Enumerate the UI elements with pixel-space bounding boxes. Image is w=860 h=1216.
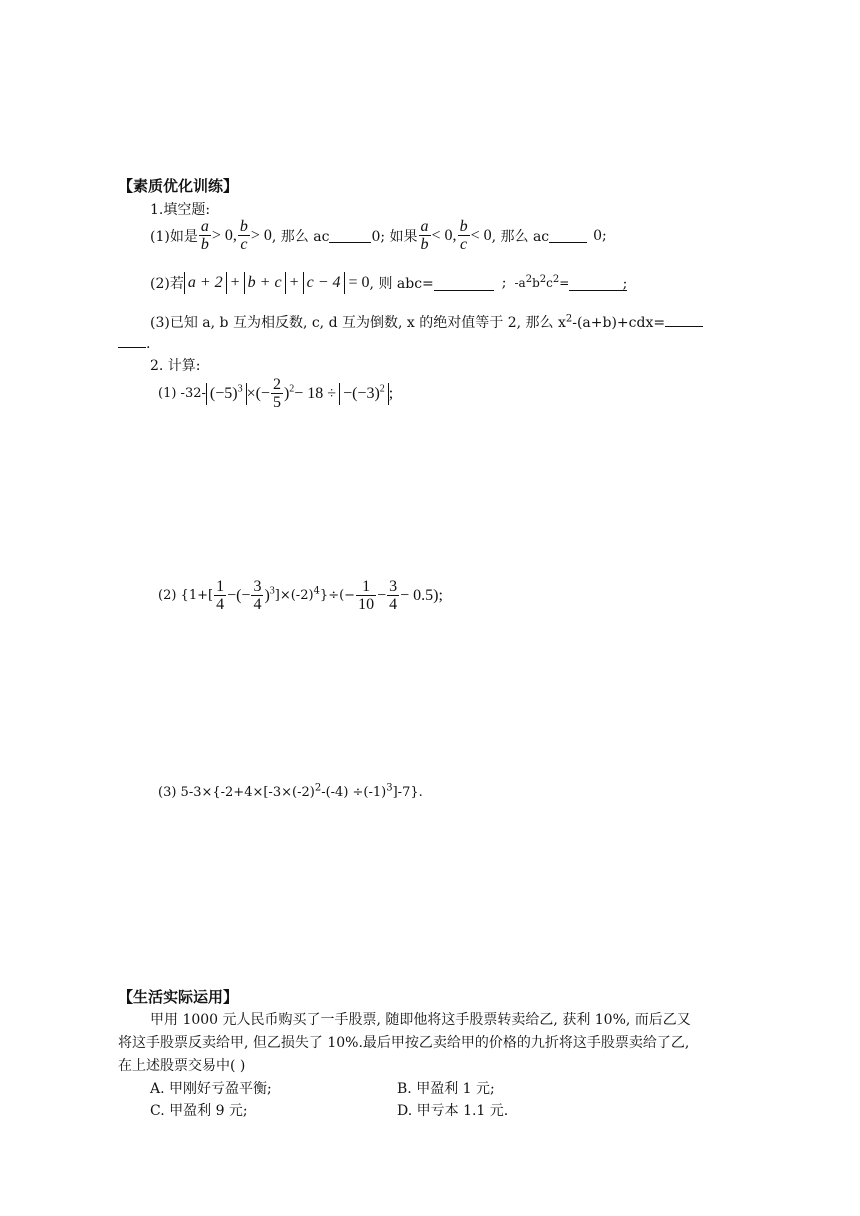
q2-title: 2. 计算: — [150, 358, 201, 374]
q2-2-line — [158, 578, 443, 613]
option-b[interactable]: B. 甲盈利 1 元; — [397, 1081, 495, 1097]
q1-1-cond4: < 0 — [470, 226, 492, 244]
fraction-a-over-b: $\frac{a}{b}$ — [200, 218, 209, 253]
q2-1-mid: − 18 ÷ — [294, 384, 337, 402]
q2-2-minus2: − — [377, 586, 387, 604]
q1-3-line2: . — [118, 333, 150, 352]
q2-1-prefix: (1) -32- — [158, 386, 206, 401]
section-heading-quality-training: 【素质优化训练】 — [118, 177, 239, 195]
q2-1-close: )$^2$ — [283, 383, 295, 402]
abs-a-plus-2: a + 2 — [184, 272, 227, 294]
q1-1-after2: 0; — [593, 227, 607, 244]
answer-blank[interactable] — [549, 228, 587, 243]
answer-blank[interactable] — [434, 276, 494, 291]
option-a[interactable]: A. 甲刚好亏盈平衡; — [150, 1081, 272, 1097]
q2-2-div: }÷(− — [319, 588, 356, 603]
fraction-b-over-c-2: $\frac{b}{c}$ — [459, 218, 468, 253]
problem-paragraph-line1: 甲用 1000 元人民币购买了一手股票, 随即他将这手股票转卖给乙, 获利 10%, 而后乙又 — [150, 1012, 691, 1028]
q1-2-eq: = 0 — [348, 274, 370, 291]
answer-blank[interactable]: ; — [569, 276, 627, 291]
abs-neg-neg3-squared: $-(-3)^2$ — [339, 383, 389, 405]
fraction-3-over-4-b: $\frac{3}{4}$ — [389, 578, 398, 613]
abs-b-plus-c: b + c — [244, 272, 286, 294]
problem-paragraph-line2: 将这手股票反卖给甲, 但乙损失了 10%.最后甲按乙卖给甲的价格的九折将这手股票卖给了乙, — [118, 1035, 690, 1051]
q1-1-cond3: < 0, — [431, 226, 457, 244]
q1-title: 1.填空题: — [150, 202, 211, 218]
fraction-1-over-4: $\frac{1}{4}$ — [216, 578, 225, 613]
q2-2-prefix: (2) {1+[ — [158, 588, 214, 603]
q1-2-semi: ; — [501, 275, 507, 291]
fraction-a-over-b-2: $\frac{a}{b}$ — [420, 218, 429, 253]
q1-2-line: (2)若 a + 2 + b + c + c − 4 = 0 , 则 abc= ; $-a^2b^2c^2=$ ; — [150, 274, 628, 292]
answer-blank[interactable] — [329, 228, 371, 243]
q1-1-mid2: , 那么 ac — [491, 228, 550, 245]
fraction-1-over-10: $\frac{1}{10}$ — [358, 578, 375, 613]
q1-2-mid: , 则 abc= — [369, 276, 434, 292]
answer-blank-continued[interactable] — [118, 333, 146, 348]
q1-1-cond1: > 0, — [211, 226, 237, 244]
q2-1-line — [158, 376, 393, 411]
section-heading-real-life: 【生活实际运用】 — [118, 988, 239, 1006]
fraction-2-over-5: $\frac{2}{5}$ — [272, 376, 281, 411]
q2-1-times: ×(− — [246, 384, 270, 402]
q2-2-mid: ]$\times(-2)^4$ — [274, 585, 320, 603]
q1-1-prefix: (1)如是 — [150, 228, 198, 245]
q1-1-cond2: > 0 — [250, 226, 272, 244]
q1-3-line1: (3)已知 a, b 互为相反数, c, d 互为倒数, x 的绝对值等于 2, 那么 $x^2-(a+b)+cdx=$ — [150, 312, 703, 332]
q2-1-end: ; — [388, 384, 394, 402]
q1-1-mid1: , 那么 ac — [271, 228, 330, 245]
problem-paragraph-line3: 在上述股票交易中( ) — [118, 1058, 246, 1074]
option-c[interactable]: C. 甲盈利 9 元; — [150, 1103, 248, 1119]
q1-2-expr2: $-a^2b^2c^2=$ — [514, 274, 570, 290]
q2-2-cube: )$^3$ — [264, 585, 275, 604]
q1-2-prefix: (2)若 — [150, 276, 184, 292]
abs-neg5-cubed: $(-5)^3$ — [206, 383, 247, 405]
fraction-3-over-4: $\frac{3}{4}$ — [253, 578, 262, 613]
answer-blank[interactable] — [665, 312, 703, 327]
q2-2-tail: − 0.5); — [400, 586, 443, 604]
option-d[interactable]: D. 甲亏本 1.1 元. — [397, 1103, 509, 1119]
q1-1-line — [150, 218, 607, 253]
abs-c-minus-4: c − 4 — [303, 272, 345, 294]
q1-1-after1: 0; 如果 — [371, 228, 418, 245]
q2-3-line: (3) $5-3\times\{-2+4\times[-3\times(-2)^2-(-4) \div(-1)^3]-7\}$. — [158, 782, 423, 800]
q2-2-minus: −(− — [227, 586, 251, 604]
fraction-b-over-c: $\frac{b}{c}$ — [239, 218, 248, 253]
